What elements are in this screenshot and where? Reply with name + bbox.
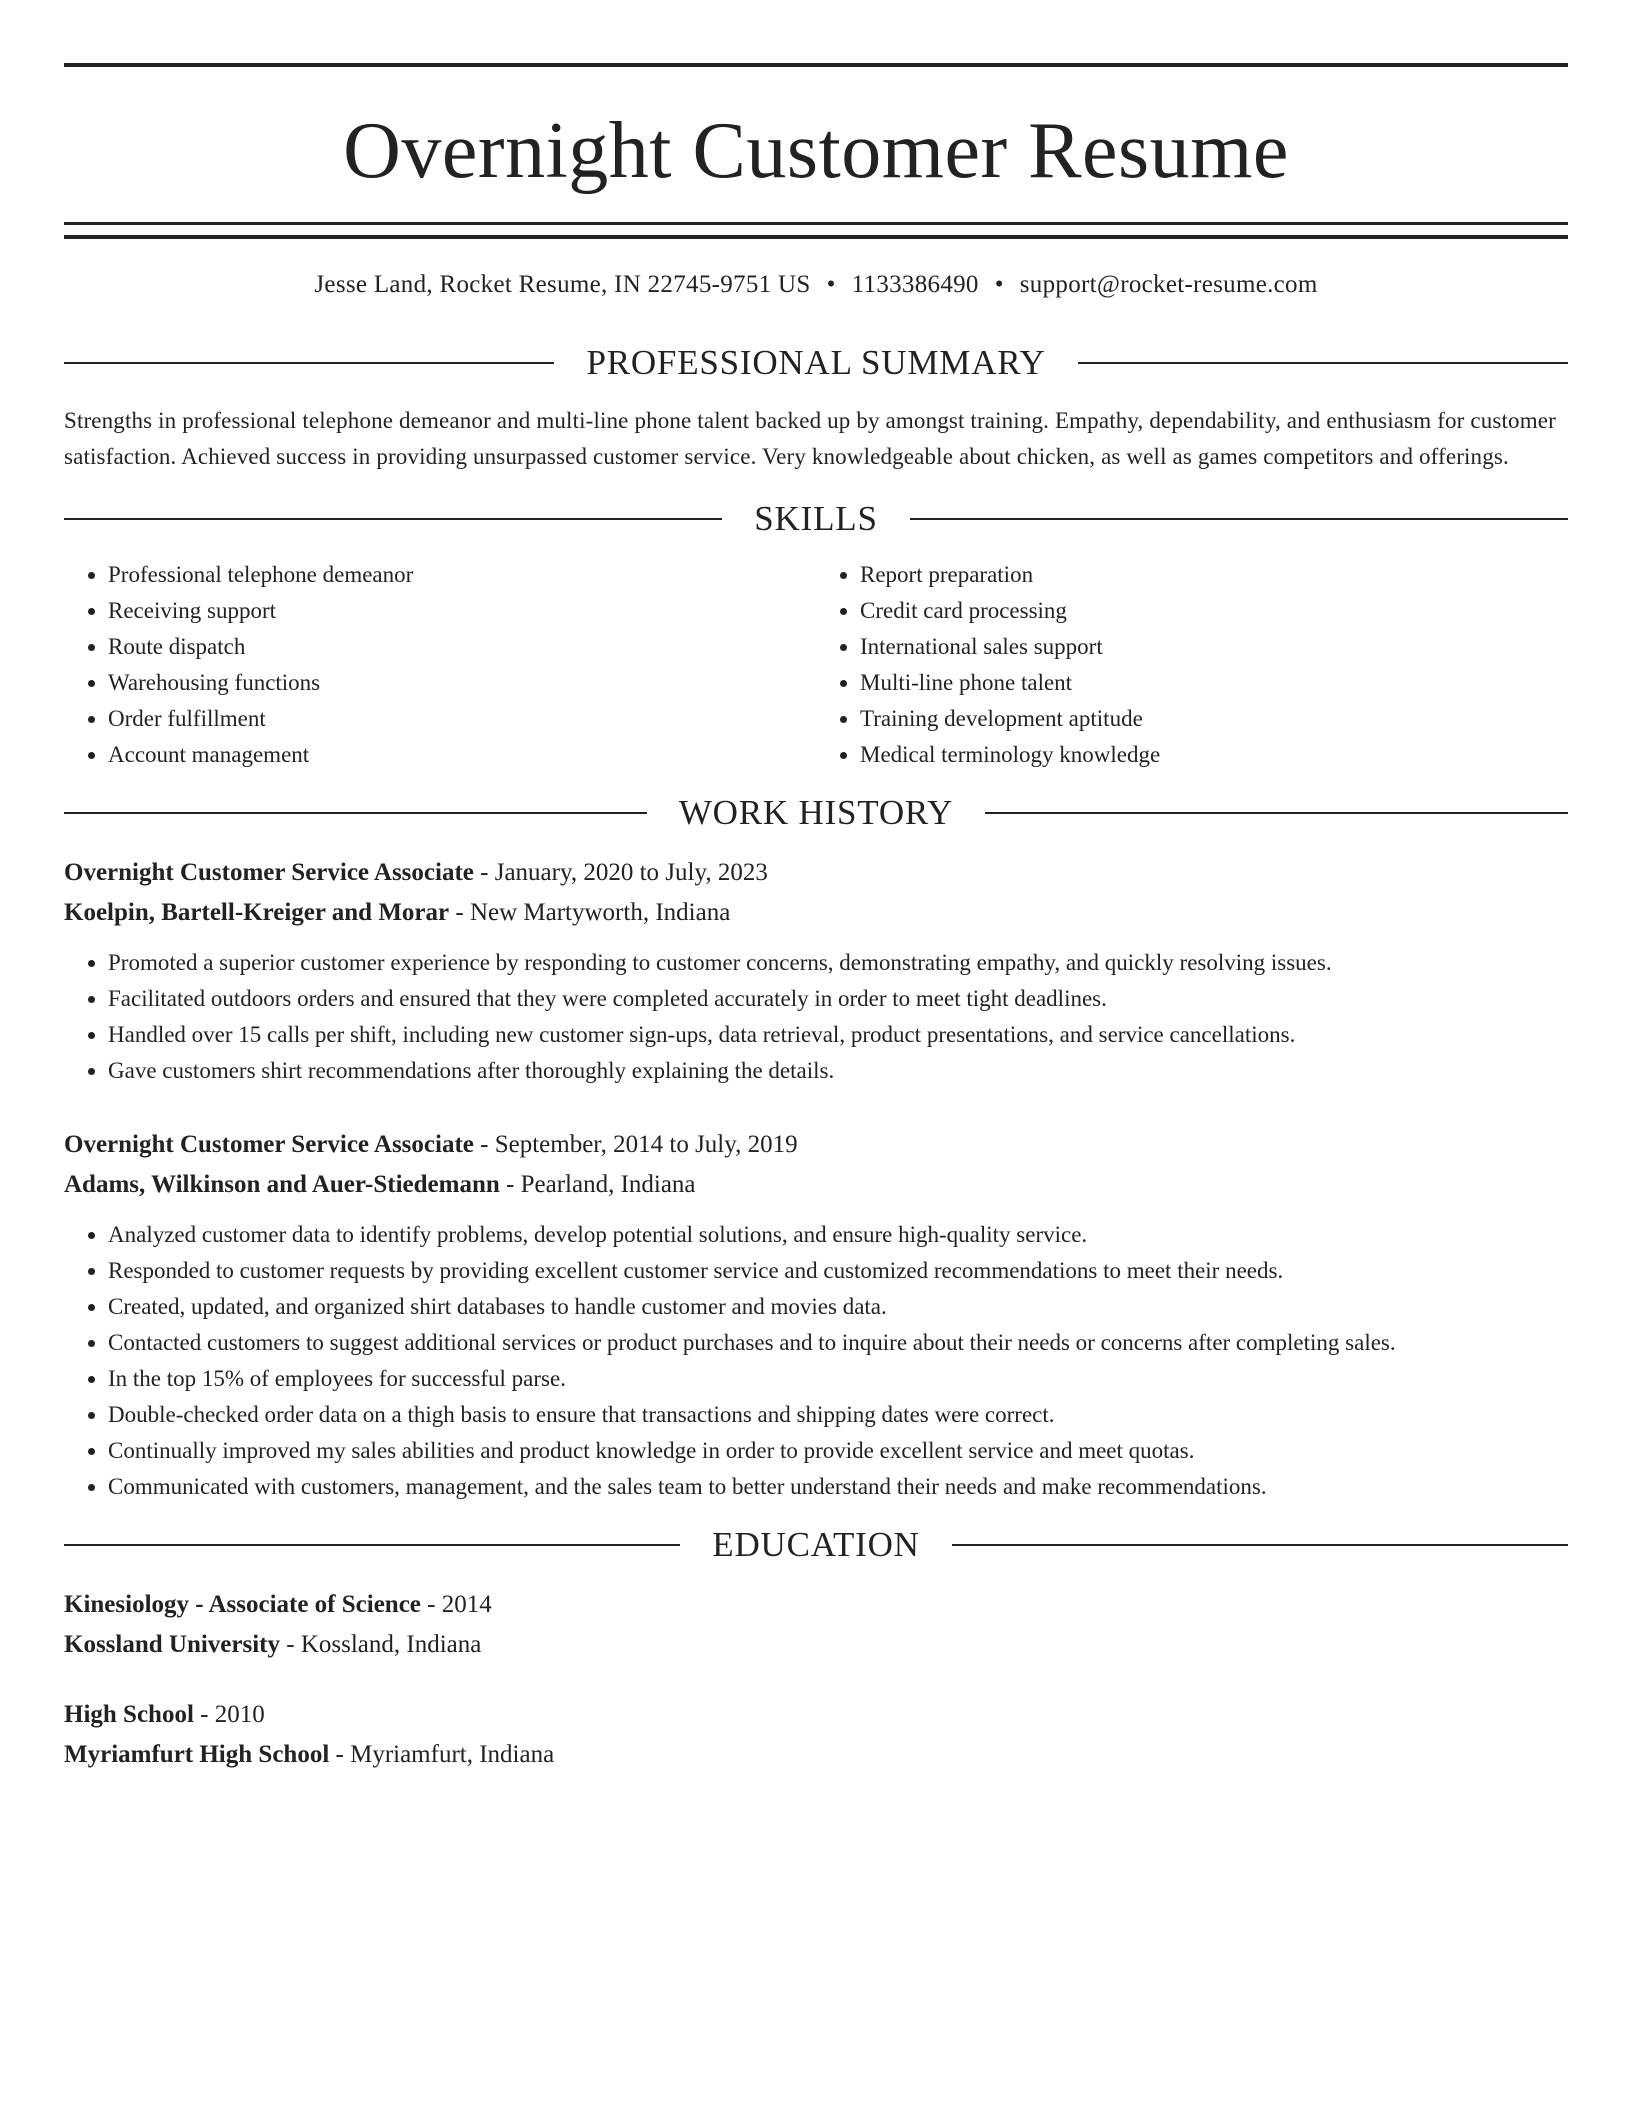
- job-bullet: • Continually improved my sales abilities and product knowledge in order to provide excellent service and meet quotas.: [108, 1433, 1568, 1469]
- heading-rule-left: [64, 362, 554, 364]
- education-year: - 2010: [193, 1701, 265, 1728]
- job-entry: [64, 853, 1568, 1089]
- contact-line: [64, 269, 1568, 301]
- education-degree-line: [64, 1695, 1568, 1735]
- education-school-line: [64, 1625, 1568, 1665]
- contact-separator: •: [826, 271, 836, 298]
- education-degree-line: [64, 1585, 1568, 1625]
- skill-item: • Multi-line phone talent: [860, 665, 1568, 701]
- education-school-line: [64, 1735, 1568, 1775]
- job-title: Overnight Customer Service Associate: [64, 859, 474, 886]
- skill-item: • International sales support: [860, 629, 1568, 665]
- title-double-divider: [64, 222, 1568, 239]
- section-title: SKILLS: [754, 499, 878, 538]
- skills-list: [64, 557, 1568, 773]
- job-title-line: [64, 853, 1568, 893]
- education-school: Myriamfurt High School: [64, 1741, 330, 1768]
- job-title: Overnight Customer Service Associate: [64, 1131, 474, 1158]
- contact-address: Jesse Land, Rocket Resume, IN 22745-9751 US: [314, 271, 811, 298]
- job-dates: - September, 2014 to July, 2019: [473, 1131, 798, 1158]
- resume-page: [64, 0, 1568, 1775]
- section-title: EDUCATION: [712, 1525, 920, 1564]
- job-dates: - January, 2020 to July, 2023: [473, 859, 768, 886]
- skill-item: • Medical terminology knowledge: [860, 737, 1568, 773]
- section-title: PROFESSIONAL SUMMARY: [586, 343, 1046, 382]
- contact-separator: •: [994, 271, 1004, 298]
- skill-item: • Receiving support: [108, 593, 816, 629]
- skills-column-left: [64, 557, 816, 773]
- job-bullet: • Contacted customers to suggest additional services or product purchases and to inquire about their needs or concerns after completing sales.: [108, 1325, 1568, 1361]
- education-school: Kossland University: [64, 1631, 281, 1658]
- job-company-line: [64, 893, 1568, 933]
- heading-rule-right: [1078, 362, 1568, 364]
- job-bullet: • Gave customers shirt recommendations after thoroughly explaining the details.: [108, 1053, 1568, 1089]
- job-bullets: [64, 1217, 1568, 1505]
- education-degree: Kinesiology - Associate of Science: [64, 1591, 421, 1618]
- education-year: - 2014: [420, 1591, 492, 1618]
- skills-column-right: [816, 557, 1568, 773]
- skill-item: • Credit card processing: [860, 593, 1568, 629]
- heading-rule-right: [910, 518, 1568, 520]
- heading-rule-left: [64, 518, 722, 520]
- skill-item: • Report preparation: [860, 557, 1568, 593]
- heading-rule-right: [985, 812, 1568, 814]
- skill-item: • Account management: [108, 737, 816, 773]
- job-bullet: • Created, updated, and organized shirt databases to handle customer and movies data.: [108, 1289, 1568, 1325]
- job-bullet: • Analyzed customer data to identify problems, develop potential solutions, and ensure high-quality service.: [108, 1217, 1568, 1253]
- skill-item: • Professional telephone demeanor: [108, 557, 816, 593]
- heading-rule-left: [64, 812, 647, 814]
- job-bullet: • Double-checked order data on a thigh basis to ensure that transactions and shipping dates were correct.: [108, 1397, 1568, 1433]
- skill-item: • Warehousing functions: [108, 665, 816, 701]
- skill-item: • Training development aptitude: [860, 701, 1568, 737]
- job-bullet: • Facilitated outdoors orders and ensured that they were completed accurately in order to meet tight deadlines.: [108, 981, 1568, 1017]
- education-degree: High School: [64, 1701, 194, 1728]
- job-location: - Pearland, Indiana: [499, 1171, 696, 1198]
- heading-rule-right: [952, 1544, 1568, 1546]
- section-heading-work: [64, 793, 1568, 833]
- job-location: - New Martyworth, Indiana: [449, 899, 731, 926]
- section-heading-education: [64, 1525, 1568, 1565]
- job-company-line: [64, 1165, 1568, 1205]
- education-entry: [64, 1585, 1568, 1665]
- job-bullet: • Communicated with customers, management, and the sales team to better understand their needs and make recommendations.: [108, 1469, 1568, 1505]
- education-location: - Kossland, Indiana: [280, 1631, 482, 1658]
- contact-email: support@rocket-resume.com: [1019, 271, 1318, 298]
- contact-phone: 1133386490: [851, 271, 979, 298]
- education-location: - Myriamfurt, Indiana: [329, 1741, 555, 1768]
- skill-item: • Route dispatch: [108, 629, 816, 665]
- summary-text: Strengths in professional telephone demeanor and multi-line phone talent backed up by amongst training. Empathy, dependability, and enthusiasm for customer satisfaction. Achieved success in providing unsurpassed customer service. Very knowledgeable about chicken, as well as games competitors and offerings.: [64, 408, 1556, 469]
- job-entry: [64, 1125, 1568, 1505]
- job-company: Koelpin, Bartell-Kreiger and Morar: [64, 899, 450, 926]
- job-bullet: • Handled over 15 calls per shift, including new customer sign-ups, data retrieval, product presentations, and service cancellations.: [108, 1017, 1568, 1053]
- resume-title: Overnight Customer Resume: [343, 107, 1289, 195]
- job-bullet: • Promoted a superior customer experience by responding to customer concerns, demonstrating empathy, and quickly resolving issues.: [108, 945, 1568, 981]
- heading-rule-left: [64, 1544, 680, 1546]
- job-bullet: • In the top 15% of employees for successful parse.: [108, 1361, 1568, 1397]
- education-entry: [64, 1695, 1568, 1775]
- skill-item: • Order fulfillment: [108, 701, 816, 737]
- job-title-line: [64, 1125, 1568, 1165]
- job-company: Adams, Wilkinson and Auer-Stiedemann: [64, 1171, 500, 1198]
- job-bullets: [64, 945, 1568, 1089]
- section-title: WORK HISTORY: [678, 793, 954, 832]
- section-heading-skills: [64, 499, 1568, 539]
- top-divider: [64, 63, 1568, 67]
- section-heading-summary: [64, 343, 1568, 383]
- job-bullet: • Responded to customer requests by providing excellent customer service and customized recommendations to meet their needs.: [108, 1253, 1568, 1289]
